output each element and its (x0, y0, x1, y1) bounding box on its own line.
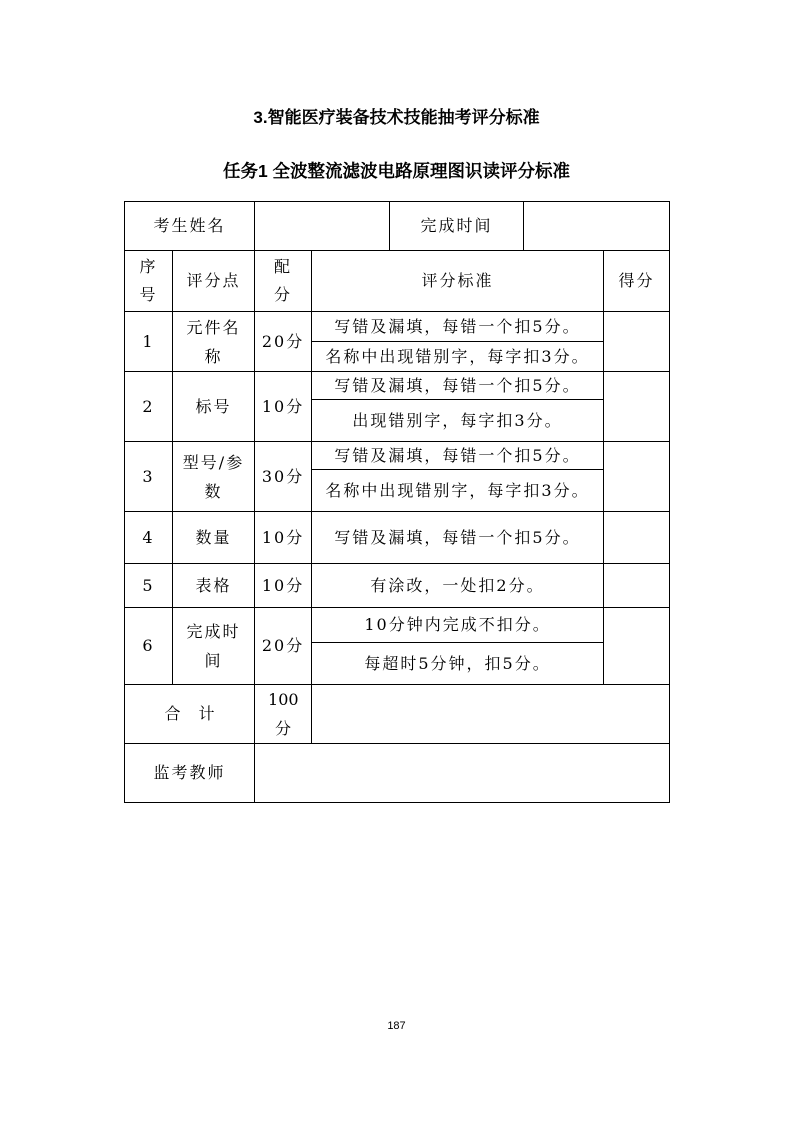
item-point-text: 型号/参数 (182, 452, 245, 501)
item-point: 表格 (173, 564, 255, 608)
examinee-name-cell (255, 202, 390, 251)
item-criteria: 写错及漏填，每错一个扣5分。 (312, 372, 604, 400)
examinee-info-row (125, 202, 670, 251)
table-row (125, 312, 670, 342)
column-header-point: 评分点 (173, 251, 255, 312)
item-index: 3 (125, 442, 173, 512)
item-score: 20分 (255, 312, 312, 372)
table-row (125, 608, 670, 643)
table-row (125, 512, 670, 564)
item-criteria: 写错及漏填，每错一个扣5分。 (312, 442, 604, 470)
item-obtained-cell (604, 512, 670, 564)
item-score: 10分 (255, 564, 312, 608)
page-number: 187 (387, 1020, 406, 1032)
item-obtained-cell (604, 312, 670, 372)
item-index: 1 (125, 312, 173, 372)
completion-time-label: 完成时间 (390, 202, 524, 251)
document-title: 3.智能医疗装备技术技能抽考评分标准 (253, 108, 540, 127)
total-score (255, 685, 312, 744)
total-score-text: 100分 (268, 690, 299, 738)
column-header-obtained: 得分 (604, 251, 670, 312)
item-criteria: 有涂改，一处扣2分。 (312, 564, 604, 608)
scoring-table (124, 201, 670, 803)
item-obtained-cell (604, 608, 670, 685)
item-criteria: 10分钟内完成不扣分。 (312, 608, 604, 643)
column-header-score (255, 251, 312, 312)
table-row (125, 564, 670, 608)
total-label: 合计 (125, 685, 255, 744)
table-row (125, 442, 670, 470)
column-header-score-text: 配分 (274, 257, 293, 304)
item-point: 数量 (173, 512, 255, 564)
item-criteria: 出现错别字，每字扣3分。 (312, 400, 604, 442)
total-obtained-cell (312, 685, 670, 744)
item-obtained-cell (604, 442, 670, 512)
item-index: 5 (125, 564, 173, 608)
item-score: 20分 (255, 608, 312, 685)
table-row (125, 372, 670, 400)
item-criteria: 每超时5分钟，扣5分。 (312, 643, 604, 685)
document-subtitle: 任务1 全波整流滤波电路原理图识读评分标准 (222, 161, 571, 181)
item-criteria: 名称中出现错别字，每字扣3分。 (312, 342, 604, 372)
item-point (173, 608, 255, 685)
item-point (173, 442, 255, 512)
item-score: 30分 (255, 442, 312, 512)
item-criteria: 写错及漏填，每错一个扣5分。 (312, 512, 604, 564)
column-header-row (125, 251, 670, 312)
completion-time-cell (524, 202, 670, 251)
item-index: 4 (125, 512, 173, 564)
column-header-criteria: 评分标准 (312, 251, 604, 312)
item-obtained-cell (604, 372, 670, 442)
item-score: 10分 (255, 372, 312, 442)
proctor-signature-cell (255, 744, 670, 803)
total-row (125, 685, 670, 744)
item-index: 2 (125, 372, 173, 442)
item-obtained-cell (604, 564, 670, 608)
item-criteria: 写错及漏填，每错一个扣5分。 (312, 312, 604, 342)
item-index: 6 (125, 608, 173, 685)
item-point: 标号 (173, 372, 255, 442)
item-point-text: 完成时间 (186, 622, 241, 670)
proctor-row (125, 744, 670, 803)
column-header-index (125, 251, 173, 312)
item-score: 10分 (255, 512, 312, 564)
proctor-label: 监考教师 (125, 744, 255, 803)
item-point (173, 312, 255, 372)
item-point-text: 元件名称 (186, 317, 241, 366)
item-criteria: 名称中出现错别字，每字扣3分。 (312, 470, 604, 512)
examinee-name-label: 考生姓名 (125, 202, 255, 251)
column-header-index-text: 序号 (139, 257, 158, 304)
